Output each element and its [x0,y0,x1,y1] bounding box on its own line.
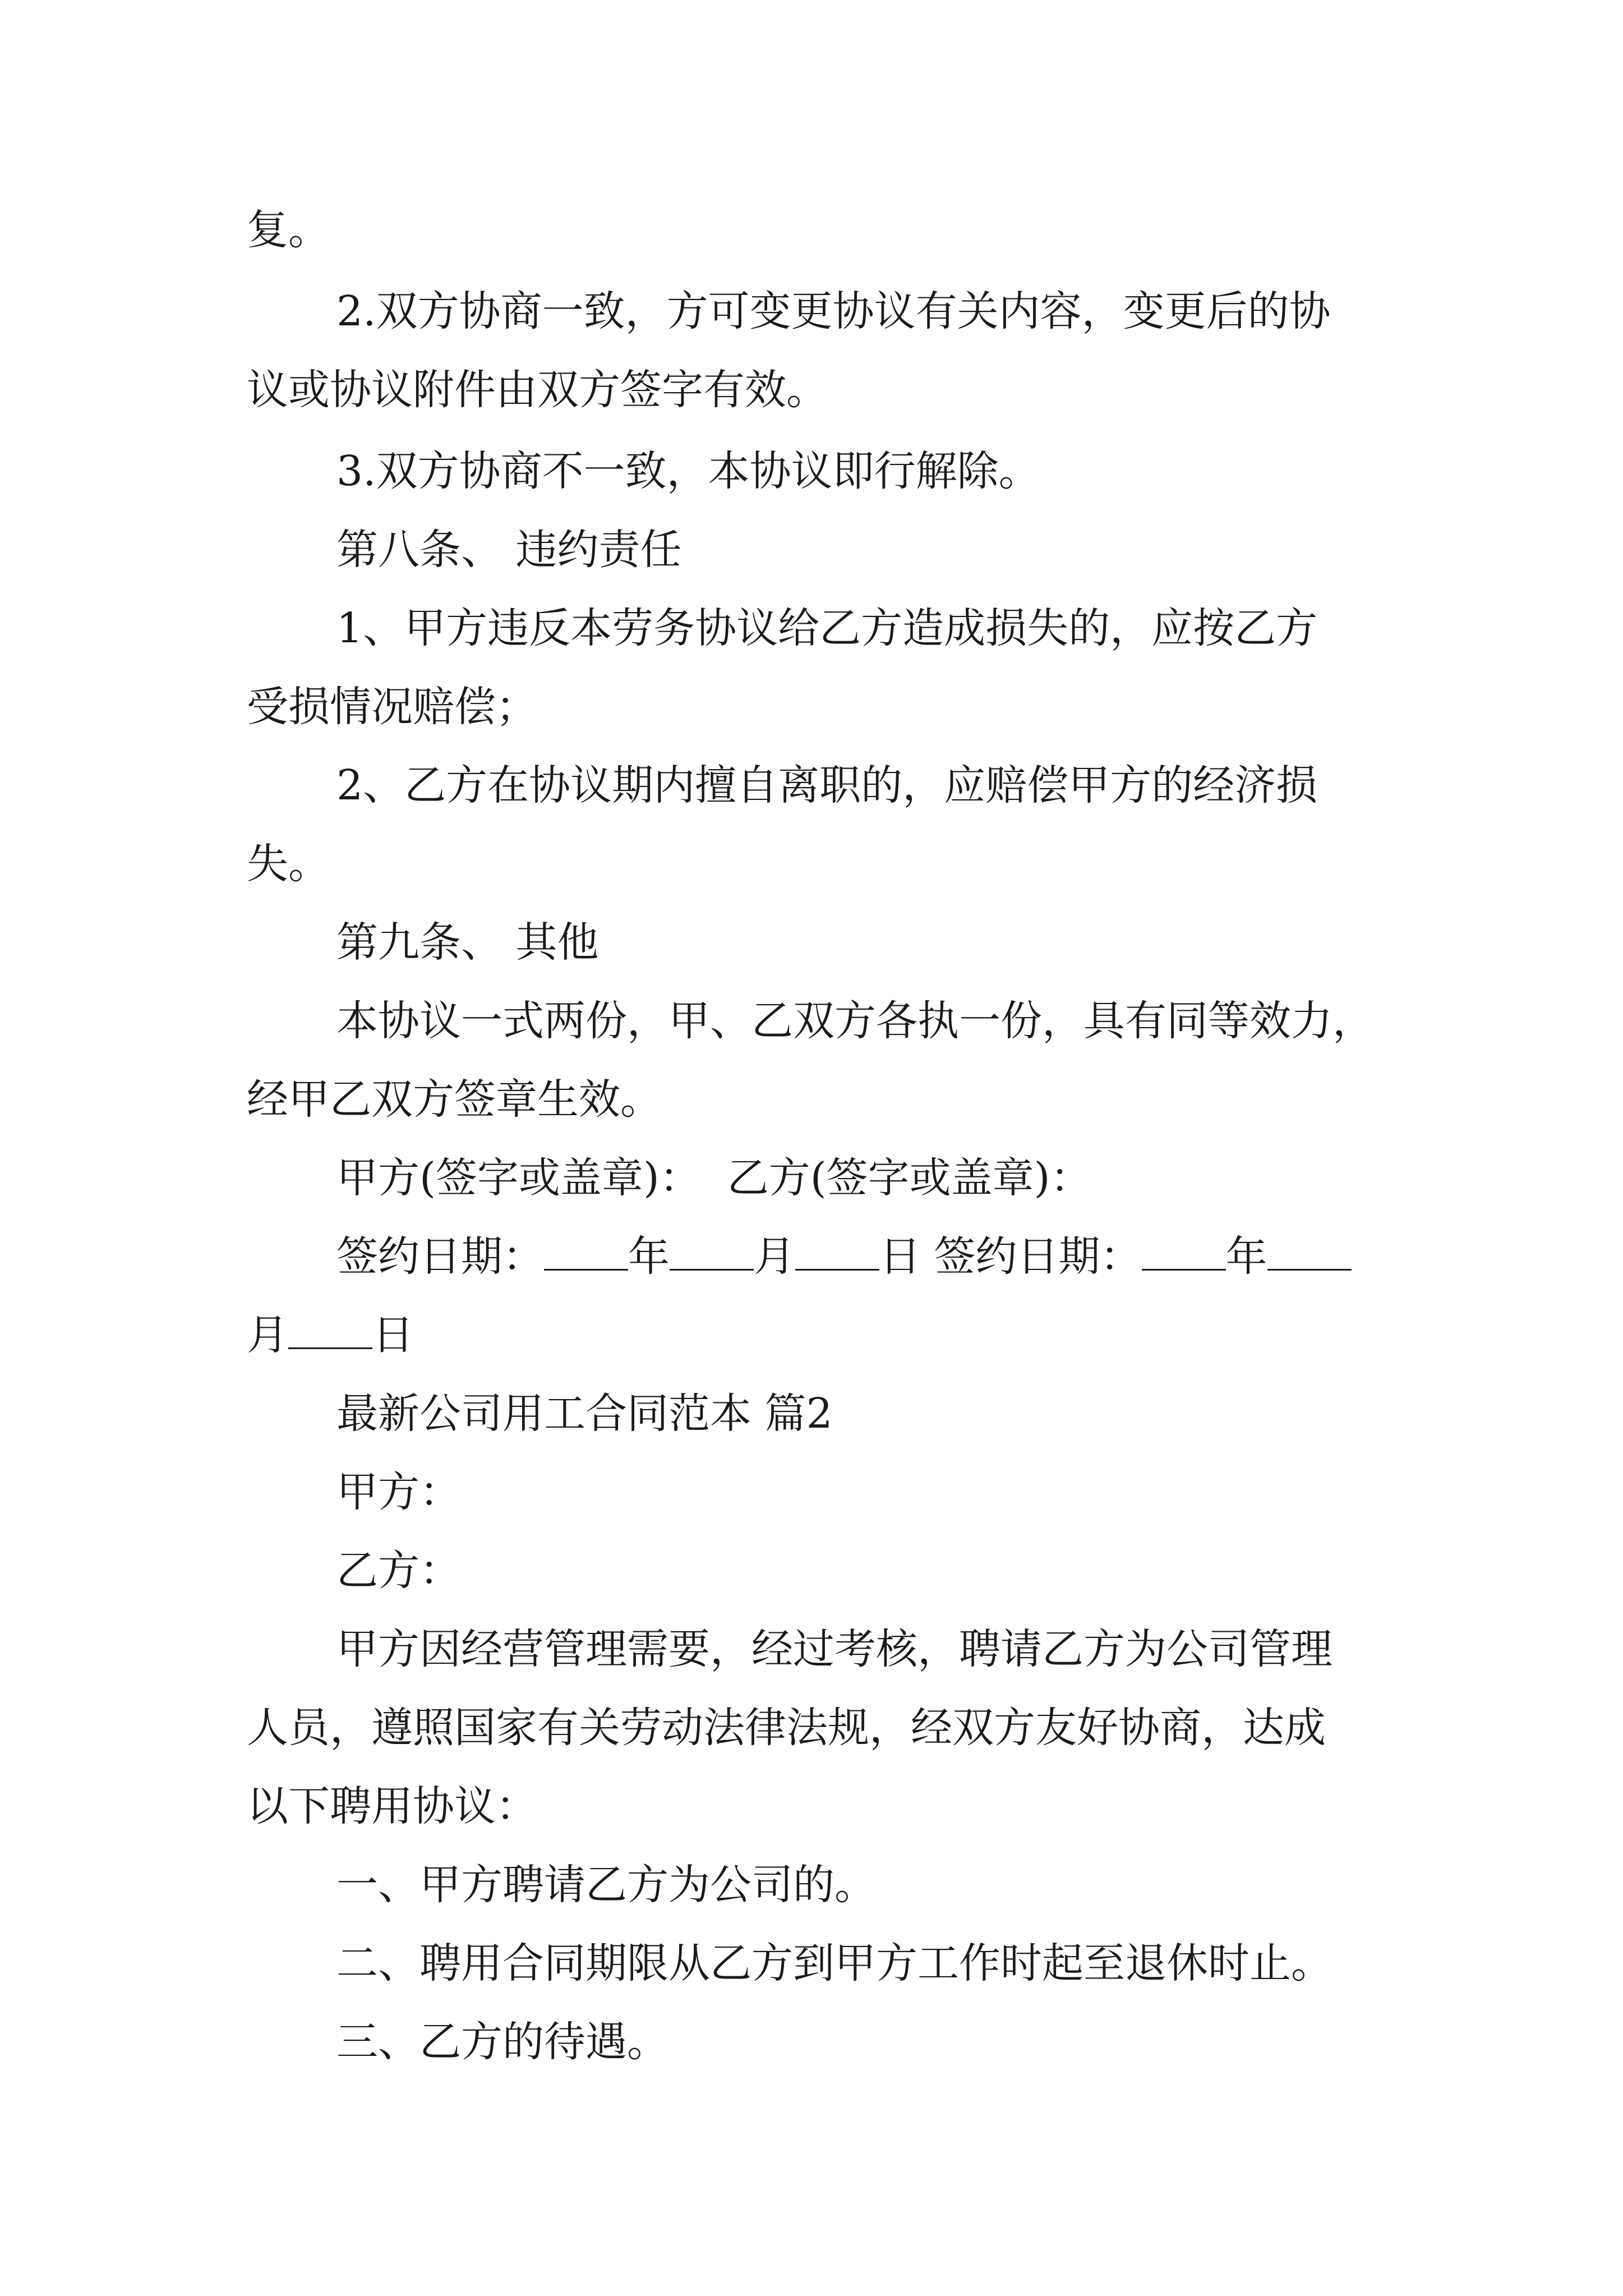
blank-field [288,1308,372,1349]
blank-field [1142,1230,1226,1271]
text-line: 1、甲方违反本劳务协议给乙方造成损失的，应按乙方 [336,604,1318,652]
signature-line: 甲方(签字或盖章)： 乙方(签字或盖章)： [336,1154,1092,1202]
section-heading: 第九条、 其他 [336,918,599,967]
blank-field [1267,1230,1352,1271]
year-label: 年 [628,1232,670,1281]
sign-date-line [336,1228,1352,1285]
sign-date-label: 签约日期： [934,1232,1142,1281]
text-line: 议或协议附件由双方签字有效。 [247,366,828,414]
text-line: 二、聘用合同期限从乙方到甲方工作时起至退休时止。 [336,1939,1332,1987]
sign-date-line-cont [247,1307,414,1363]
text-line: 3.双方协商不一致，本协议即行解除。 [336,447,1040,495]
document-title: 最新公司用工合同范本 篇2 [336,1389,833,1438]
text-line: 2、乙方在协议期内擅自离职的，应赔偿甲方的经济损 [336,761,1318,809]
day-label: 日 [372,1311,414,1359]
text-line: 经甲乙双方签章生效。 [247,1075,662,1124]
text-line: 以下聘用协议： [247,1782,537,1830]
year-label: 年 [1225,1232,1267,1281]
text-line: 2.双方协商一致，方可变更协议有关内容，变更后的协 [336,287,1331,335]
text-line: 人员，遵照国家有关劳动法律法规，经双方友好协商，达成 [247,1704,1326,1752]
sign-date-label: 签约日期： [336,1232,544,1281]
text-line: 受损情况赔偿； [247,683,537,731]
text-line: 三、乙方的待遇。 [336,2018,668,2066]
text-line: 失。 [247,840,330,888]
day-label: 日 [879,1232,921,1281]
party-b-line: 乙方： [336,1547,461,1595]
month-label: 月 [754,1232,795,1281]
party-a-line: 甲方： [336,1468,461,1516]
text-line: 甲方因经营管理需要，经过考核，聘请乙方为公司管理 [336,1625,1332,1673]
blank-field [795,1230,879,1271]
blank-field [670,1230,754,1271]
section-heading: 第八条、 违约责任 [336,526,682,574]
blank-field [544,1230,628,1271]
text-line: 一、甲方聘请乙方为公司的。 [336,1861,876,1909]
text-line: 复。 [247,206,330,254]
text-line: 本协议一式两份，甲、乙双方各执一份，具有同等效力， [336,997,1374,1045]
month-label: 月 [247,1311,288,1359]
